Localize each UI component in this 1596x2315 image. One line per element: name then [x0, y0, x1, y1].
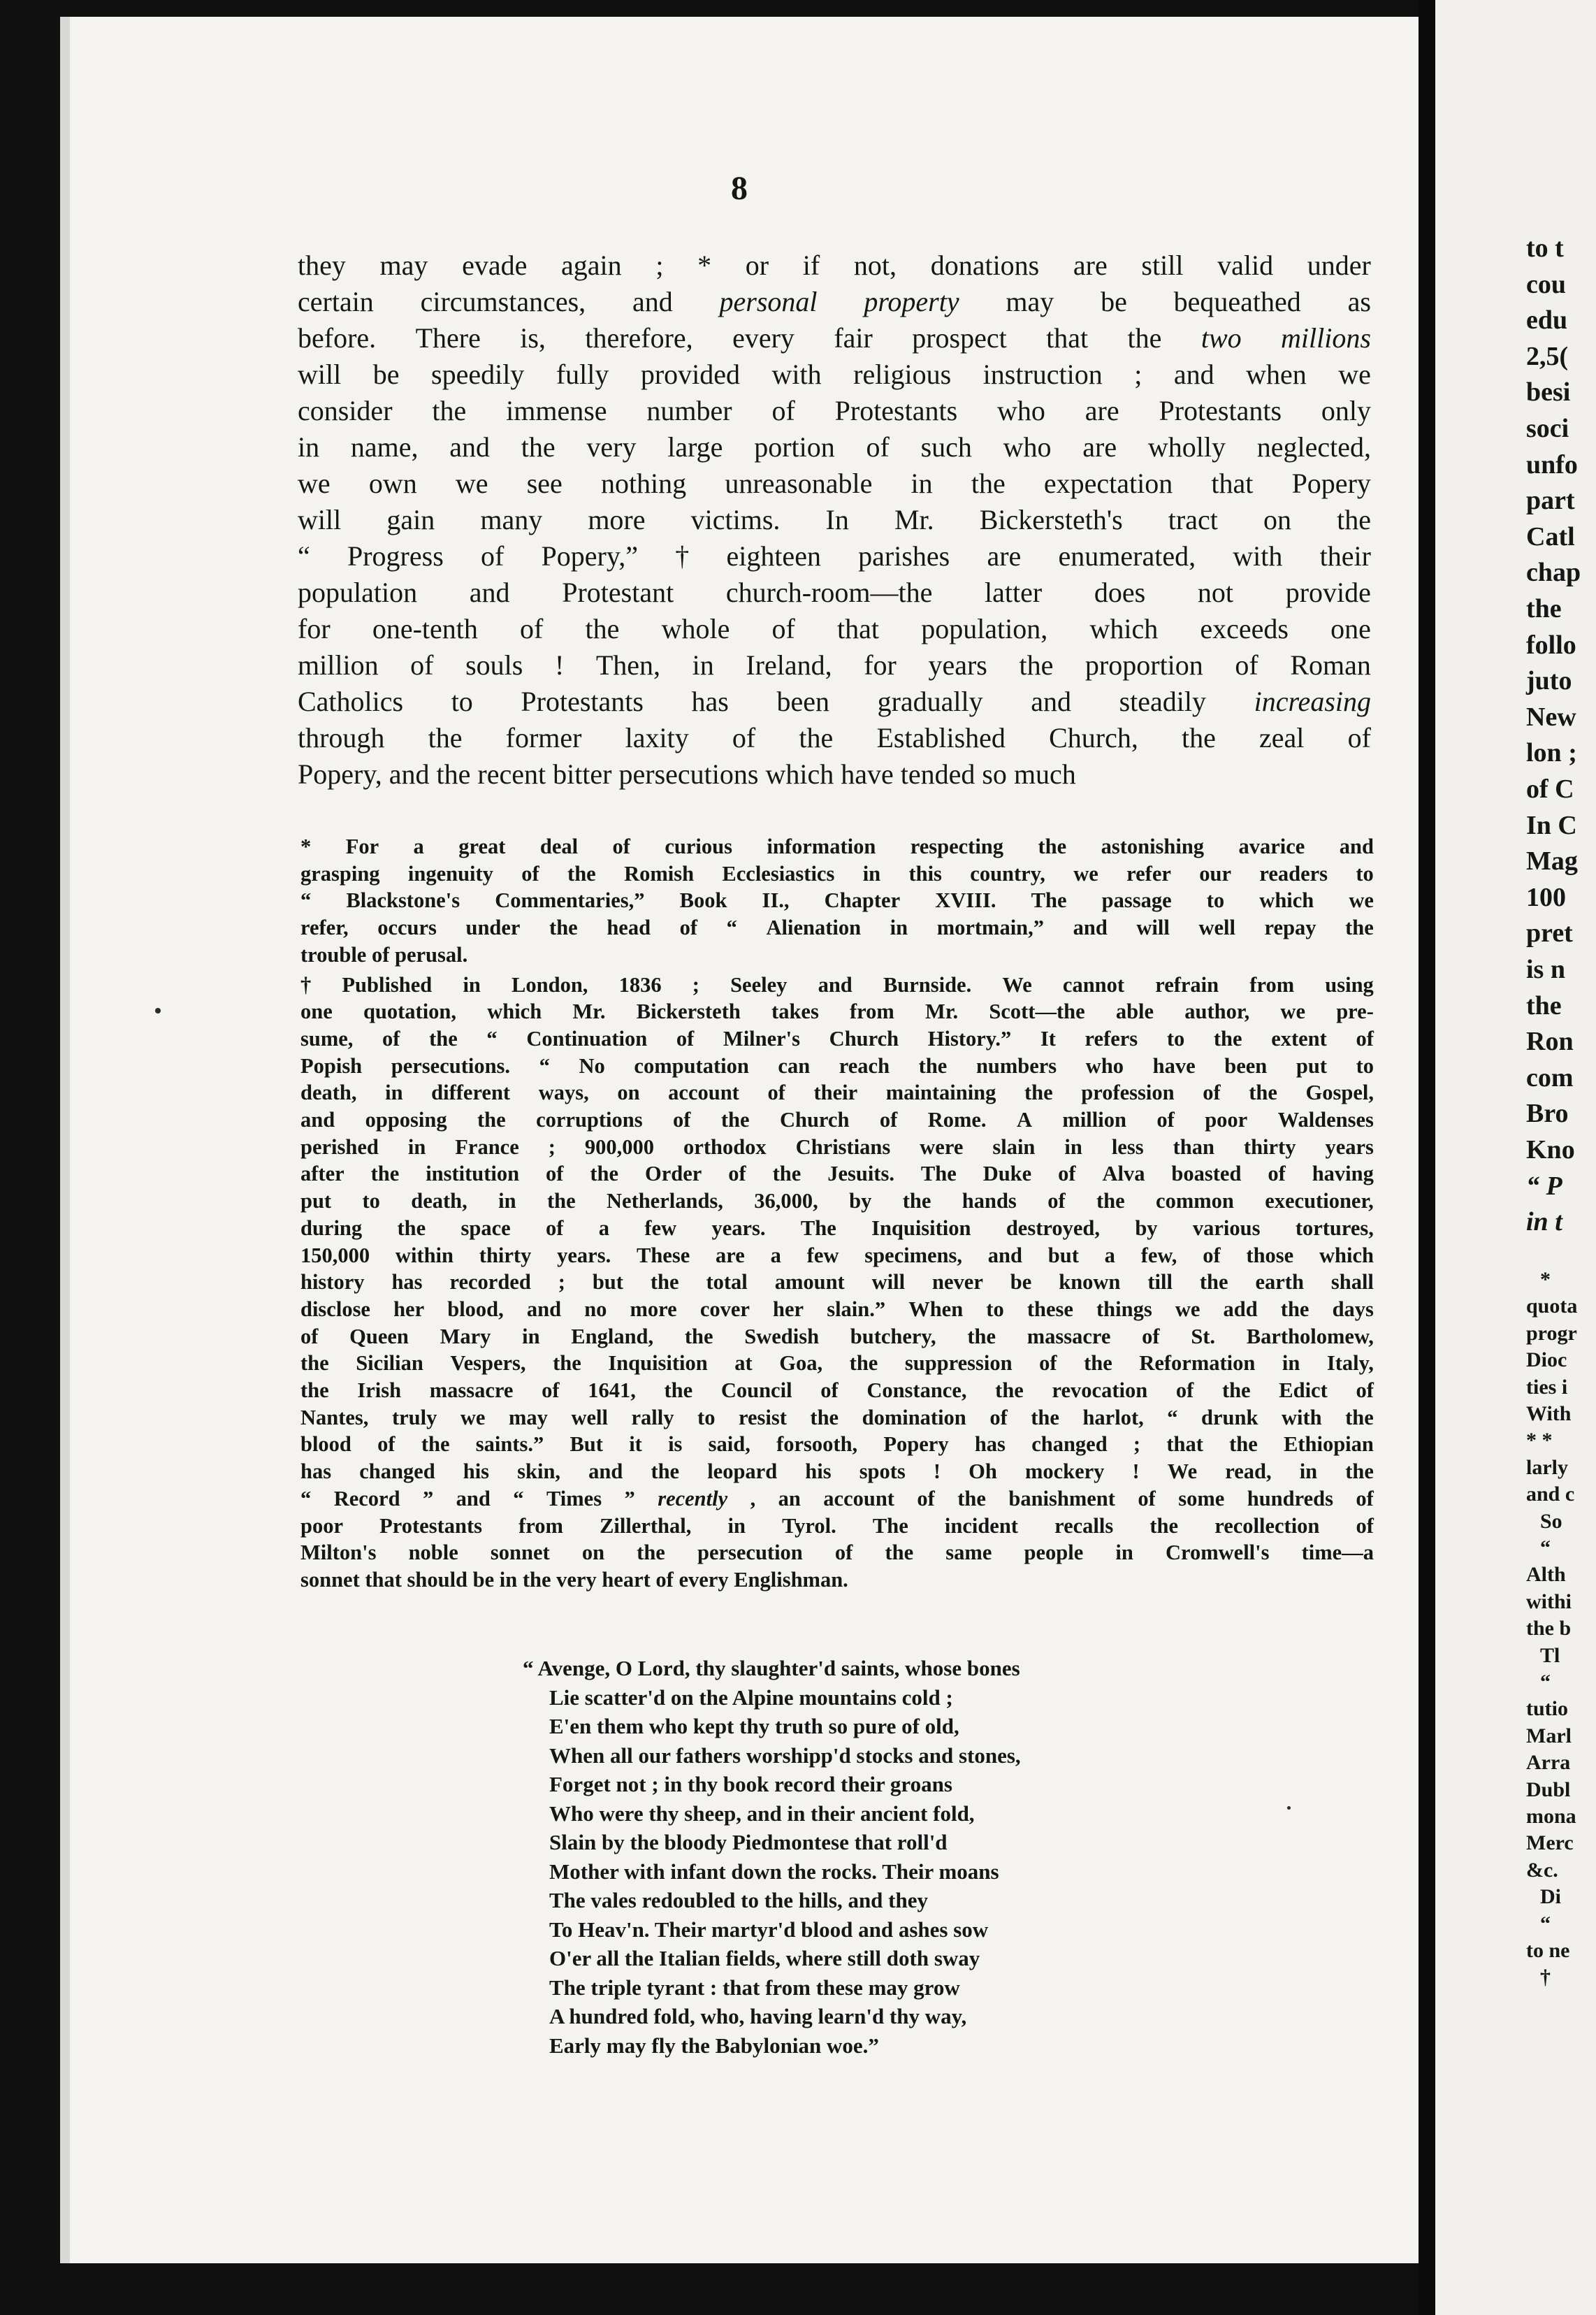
main-text-line: they may evade again ; * or if not, donations are still valid under	[298, 250, 1371, 281]
footnote-1-line: grasping ingenuity of the Romish Ecclesiastics in this country, we refer our readers to	[300, 861, 1374, 886]
right-page-line: 2,5(	[1526, 341, 1569, 371]
milton-sonnet	[523, 1654, 1221, 2060]
footnote-2-line: “ Record ” and “ Times ” recently , an account of the banishment of some hundreds of	[300, 1486, 1374, 1510]
footnote-2-line: poor Protestants from Zillerthal, in Tyrol. The incident recalls the recollection of	[300, 1513, 1374, 1538]
main-text-line: through the former laxity of the Established Church, the zeal of	[298, 722, 1371, 753]
right-page-line: Bro	[1526, 1099, 1569, 1129]
right-page-line: in t	[1526, 1207, 1562, 1237]
right-page-note-line: †	[1540, 1966, 1551, 1989]
right-page-line: com	[1526, 1062, 1574, 1092]
footnote-2-line: put to death, in the Netherlands, 36,000, by the hands of the common executioner,	[300, 1189, 1374, 1213]
footnote-2-line: during the space of a few years. The Inquisition destroyed, by various tortures,	[300, 1216, 1374, 1240]
main-text-line: Catholics to Protestants has been gradually and steadily increasing	[298, 686, 1371, 717]
right-page-note-line: Alth	[1526, 1563, 1566, 1587]
main-text-line: in name, and the very large portion of such who are wholly neglected,	[298, 431, 1371, 463]
right-page-note-line: “	[1540, 1912, 1551, 1935]
main-text-line: will be speedily fully provided with religious instruction ; and when we	[298, 359, 1371, 390]
right-page-note-line: and c	[1526, 1483, 1575, 1506]
right-page-line: Mag	[1526, 846, 1578, 877]
main-text-line: for one-tenth of the whole of that population, which exceeds one	[298, 613, 1371, 644]
footnote-2-line: perished in France ; 900,000 orthodox Christians were slain in less than thirty years	[300, 1134, 1374, 1159]
poem-line: The vales redoubled to the hills, and they	[549, 1888, 929, 1912]
right-page-note-line: Arra	[1526, 1751, 1571, 1775]
footnote-2-line: † Published in London, 1836 ; Seeley and Burnside. We cannot refrain from using	[300, 972, 1374, 997]
right-page	[1435, 0, 1596, 2315]
poem-line: When all our fathers worshipp'd stocks and stones,	[549, 1743, 1021, 1768]
poem-line: “ Avenge, O Lord, thy slaughter'd saints, whose bones	[523, 1656, 1020, 1680]
page-number: 8	[731, 170, 748, 207]
right-page-note-line: “	[1540, 1536, 1551, 1559]
footnote-1-line: “ Blackstone's Commentaries,” Book II., Chapter XVIII. The passage to which we	[300, 888, 1374, 913]
poem-line: Who were thy sheep, and in their ancient fold,	[549, 1801, 975, 1826]
right-page-note-line: withi	[1526, 1589, 1572, 1613]
right-page-line: Kno	[1526, 1135, 1575, 1164]
main-text-line: Popery, and the recent bitter persecutions which have tended so much	[298, 758, 1076, 790]
poem-line: Slain by the bloody Piedmontese that roll'd	[549, 1830, 948, 1854]
footnote-2-line: Nantes, truly we may well rally to resist the domination of the harlot, “ drunk with the	[300, 1405, 1374, 1429]
footnote-2-line: and opposing the corruptions of the Church of Rome. A million of poor Waldenses	[300, 1108, 1374, 1132]
right-page-line: 100	[1526, 882, 1566, 912]
poem-line: Lie scatter'd on the Alpine mountains cold ;	[549, 1685, 953, 1710]
main-text	[298, 247, 1371, 793]
right-page-line: follo	[1526, 630, 1576, 660]
main-text-line: will gain many more victims. In Mr. Bickersteth's tract on the	[298, 504, 1371, 535]
right-page-note-line: the b	[1526, 1617, 1572, 1640]
right-page-line: pret	[1526, 918, 1573, 949]
poem-line: E'en them who kept thy truth so pure of old,	[549, 1714, 959, 1738]
footnote-2-line: disclose her blood, and no more cover her slain.” When to these things we add the days	[300, 1297, 1374, 1321]
right-page-line: In C	[1526, 810, 1577, 840]
right-page-line: New	[1526, 702, 1576, 732]
right-page-line: besi	[1526, 377, 1571, 408]
left-page	[60, 17, 1419, 2263]
footnotes	[300, 833, 1374, 1594]
poem-line: Forget not ; in thy book record their groans	[549, 1772, 952, 1796]
right-page-note-line: Di	[1540, 1885, 1561, 1909]
main-text-line: population and Protestant church-room—the latter does not provide	[298, 577, 1371, 608]
footnote-2-line: the Sicilian Vespers, the Inquisition at Goa, the suppression of the Reformation in Italy,	[300, 1351, 1374, 1376]
main-text-line: before. There is, therefore, every fair prospect that the two millions	[298, 322, 1371, 354]
poem-line: A hundred fold, who, having learn'd thy way,	[549, 2004, 967, 2028]
footnote-2-line: 150,000 within thirty years. These are a few specimens, and but a few, of those which	[300, 1243, 1374, 1267]
poem-line: Early may fly the Babylonian woe.”	[549, 2033, 879, 2058]
poem-line: The triple tyrant : that from these may grow	[549, 1975, 960, 2000]
right-page-line: “ P	[1526, 1171, 1562, 1201]
right-page-line: the	[1526, 990, 1562, 1021]
right-page-line: cou	[1526, 269, 1566, 299]
right-page-note-line: &c.	[1526, 1858, 1558, 1882]
right-page-note-line: So	[1540, 1509, 1562, 1533]
right-page-note-line: quota	[1526, 1294, 1578, 1318]
footnote-1	[300, 833, 1374, 969]
right-page-line: part	[1526, 486, 1575, 516]
main-text-line: certain circumstances, and personal property may be bequeathed as	[298, 286, 1371, 317]
footnote-1-line: * For a great deal of curious information respecting the astonishing avarice and	[300, 835, 1374, 858]
right-page-note-line: Marl	[1526, 1724, 1572, 1747]
footnote-2-line: Popish persecutions. “ No computation can reach the numbers who have been put to	[300, 1053, 1374, 1078]
footnote-2-line: death, in different ways, on account of their maintaining the profession of the Gospel,	[300, 1081, 1374, 1105]
right-page-note-line: Tl	[1540, 1643, 1560, 1667]
right-page-note-line: “	[1540, 1671, 1551, 1694]
footnote-2-line: history has recorded ; but the total amount will never be known till the earth shall	[300, 1270, 1374, 1294]
main-text-line: “ Progress of Popery,” † eighteen parishes are enumerated, with their	[298, 540, 1371, 572]
poem-line: Mother with infant down the rocks. Their moans	[549, 1859, 999, 1884]
right-page-note-line: mona	[1526, 1805, 1576, 1828]
footnote-2-line: Milton's noble sonnet on the persecution of the same people in Cromwell's time—a	[300, 1541, 1374, 1565]
footnote-2-line: of Queen Mary in England, the Swedish butchery, the massacre of St. Bartholomew,	[300, 1324, 1374, 1348]
right-page-note-line: larly	[1526, 1455, 1568, 1479]
main-text-line: consider the immense number of Protestants who are Protestants only	[298, 395, 1371, 426]
right-page-note-line: *	[1540, 1268, 1551, 1291]
footnote-2-line: one quotation, which Mr. Bickersteth takes from Mr. Scott—the able author, we pre-	[300, 1000, 1374, 1024]
footnote-2-line: blood of the saints.” But it is said, forsooth, Popery has changed ; that the Ethiopian	[300, 1432, 1374, 1457]
right-page-note-line: Dubl	[1526, 1777, 1571, 1801]
right-page-line: soci	[1526, 414, 1569, 443]
right-page-note-line: Merc	[1526, 1831, 1574, 1855]
right-page-note-line: With	[1526, 1402, 1572, 1425]
footnote-2-line: after the institution of the Order of the Jesuits. The Duke of Alva boasted of having	[300, 1162, 1374, 1186]
right-page-line: juto	[1526, 666, 1572, 696]
right-page-line: chap	[1526, 558, 1581, 588]
right-page-line: the	[1526, 594, 1562, 623]
right-page-line: edu	[1526, 305, 1568, 336]
poem-line: O'er all the Italian fields, where still doth sway	[549, 1946, 980, 1970]
page-edge	[60, 17, 70, 2263]
right-page-line: unfo	[1526, 449, 1578, 479]
footnote-2-line: sonnet that should be in the very heart of every Englishman.	[300, 1567, 848, 1592]
footnote-2	[300, 972, 1374, 1594]
footnote-2-line: has changed his skin, and the leopard his spots ! Oh mockery ! We read, in the	[300, 1459, 1374, 1484]
footnote-2-line: sume, of the “ Continuation of Milner's Church History.” It refers to the extent of	[300, 1026, 1374, 1051]
footnote-2-line: the Irish massacre of 1641, the Council of Constance, the revocation of the Edict of	[300, 1378, 1374, 1403]
right-page-note-line: to ne	[1526, 1939, 1570, 1962]
right-page-line: Ron	[1526, 1027, 1574, 1057]
poem-line: To Heav'n. Their martyr'd blood and ashes sow	[549, 1917, 989, 1942]
right-page-note-line: ties i	[1526, 1375, 1568, 1399]
right-page-note-line: Dioc	[1526, 1348, 1567, 1372]
right-page-note-line: tutio	[1526, 1697, 1568, 1721]
footnote-1-line: refer, occurs under the head of “ Alienation in mortmain,” and will well repay the	[300, 916, 1374, 940]
footnote-1-line: trouble of perusal.	[300, 942, 468, 967]
main-text-line: we own we see nothing unreasonable in the expectation that Popery	[298, 468, 1371, 499]
main-text-line: million of souls ! Then, in Ireland, for years the proportion of Roman	[298, 649, 1371, 681]
right-page-line: Catl	[1526, 521, 1575, 551]
right-page-note-line: * *	[1526, 1429, 1553, 1452]
right-page-line: of C	[1526, 774, 1574, 804]
book-gutter	[1419, 0, 1435, 2315]
right-page-note-line: progr	[1526, 1321, 1577, 1345]
right-page-line: to t	[1526, 233, 1564, 263]
right-page-line: is n	[1526, 955, 1565, 984]
right-page-line: lon ;	[1526, 738, 1577, 768]
